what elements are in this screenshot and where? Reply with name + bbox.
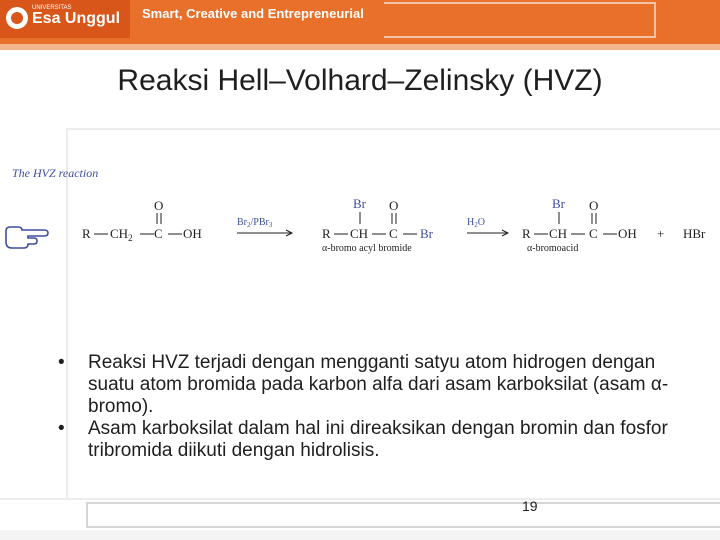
product-carbonyl-o: O <box>589 198 599 213</box>
header-tagline: Smart, Creative and Entrepreneurial <box>142 6 364 21</box>
footer-line <box>0 498 720 500</box>
byproduct-hbr: HBr <box>683 226 706 241</box>
intermediate-r: R <box>322 226 331 241</box>
footer-bottom <box>0 530 720 540</box>
reactant-r: R <box>82 226 91 241</box>
bullet-marker: • <box>58 352 65 373</box>
bullet-marker: • <box>58 418 65 439</box>
product-hydroxyl: OH <box>618 226 637 241</box>
pointing-hand-icon <box>4 225 50 251</box>
bullet-text: Reaksi HVZ terjadi dengan mengganti satyu atom hidrogen dengan suatu atom bromida pada karbon alfa dari asam karboksilat (asam α-bromo). <box>88 352 669 417</box>
reactant-carbonyl-o: O <box>154 198 164 213</box>
reactant-ch2: $CH_2$ <box>110 226 133 243</box>
bullet-item <box>58 418 678 462</box>
slide-title: Reaksi Hell–Volhard–Zelinsky (HVZ) <box>117 64 603 97</box>
intermediate-acyl-br: Br <box>420 226 433 241</box>
product-name: α-bromoacid <box>527 243 579 254</box>
page-number: 19 <box>522 498 538 514</box>
reaction-label: The HVZ reaction <box>12 166 99 180</box>
reagent-water: $H_2O$ <box>467 217 485 229</box>
reagent-br2-pbr3: $Br_2/PBr_3$ <box>237 217 273 229</box>
intermediate-ch: CH <box>350 226 369 241</box>
product-carbonyl-c: C <box>589 226 598 241</box>
university-logo <box>0 0 130 38</box>
intermediate-name: α-bromo acyl bromide <box>322 243 412 254</box>
intermediate-carbonyl-o: O <box>389 198 399 213</box>
footer-bar <box>86 502 720 528</box>
plus-sign: + <box>657 226 665 241</box>
header-frame-decoration <box>384 2 656 38</box>
reactant-carbonyl-c: C <box>154 226 163 241</box>
bullet-text: Asam karboksilat dalam hal ini direaksikan dengan bromin dan fosfor tribromida diikuti dengan hidrolisis. <box>88 418 668 461</box>
reactant-hydroxyl: OH <box>183 226 202 241</box>
product-r: R <box>522 226 531 241</box>
logo-text: Esa Unggul <box>32 10 121 27</box>
content-frame-top <box>66 128 720 130</box>
university-emblem-icon <box>6 7 28 29</box>
bullet-item <box>58 352 678 418</box>
logo-subtext: UNIVERSITAS <box>32 5 72 11</box>
bullet-list <box>58 352 678 462</box>
intermediate-alpha-br: Br <box>353 196 366 211</box>
intermediate-carbonyl-c: C <box>389 226 398 241</box>
product-ch: CH <box>549 226 568 241</box>
hvz-reaction-scheme <box>70 185 720 260</box>
slide-header <box>0 0 720 44</box>
header-strip <box>0 44 720 50</box>
product-alpha-br: Br <box>552 196 565 211</box>
